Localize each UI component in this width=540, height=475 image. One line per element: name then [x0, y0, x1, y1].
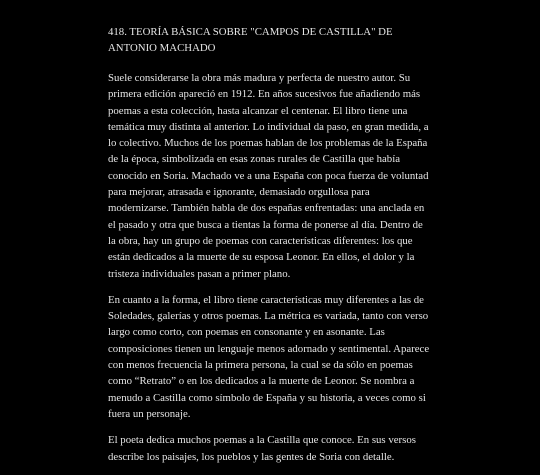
paragraph-1: Suele considerarse la obra más madura y perfecta de nuestro autor. Su primera edición apareció en 1912. En años sucesivos fue añadiendo más poemas a esta colección, hasta alcanzar el centenar. El libro tiene una temática muy distinta al anterior. Lo individual da paso, en gran medida, a lo colectivo. Muchos de los poemas hablan de los problemas de la España de la época, simbolizada en esas zonas rurales de Castilla que había conocido en Soria. Machado ve a una España con poca fuerza de voluntad para mejorar, atrasada e ignorante, demasiado orgullosa para modernizarse. También habla de dos españas enfrentadas: una anclada en el pasado y otra que busca a tientas la forma de ponerse al día. Dentro de la obra, hay un grupo de poemas con características diferentes: los que están dedicados a la muerte de su esposa Leonor. En ellos, el dolor y la tristeza individuales pasan a primer plano.	[108, 72, 429, 280]
document-content	[108, 24, 432, 475]
document-title: 418. TEORÍA BÁSICA SOBRE "CAMPOS DE CASTILLA" DE ANTONIO MACHADO	[108, 26, 393, 54]
paragraph-3: El poeta dedica muchos poemas a la Castilla que conoce. En sus versos describe los paisajes, los pueblos y las gentes de Soria con detalle.	[108, 434, 416, 463]
paragraph-2: En cuanto a la forma, el libro tiene características muy diferentes a las de Soledades, galerías y otros poemas. La métrica es variada, tanto con verso largo como corto, con poemas en consonante y en asonante. Las composiciones tienen un lenguaje menos adornado y sentimental. Aparece con menos frecuencia la primera persona, la cual se da sólo en poemas como “Retrato” o en los dedicados a la muerte de Leonor. Se nombra a menudo a Castilla como símbolo de España y su historia, a veces como si fuera un personaje.	[108, 293, 430, 420]
